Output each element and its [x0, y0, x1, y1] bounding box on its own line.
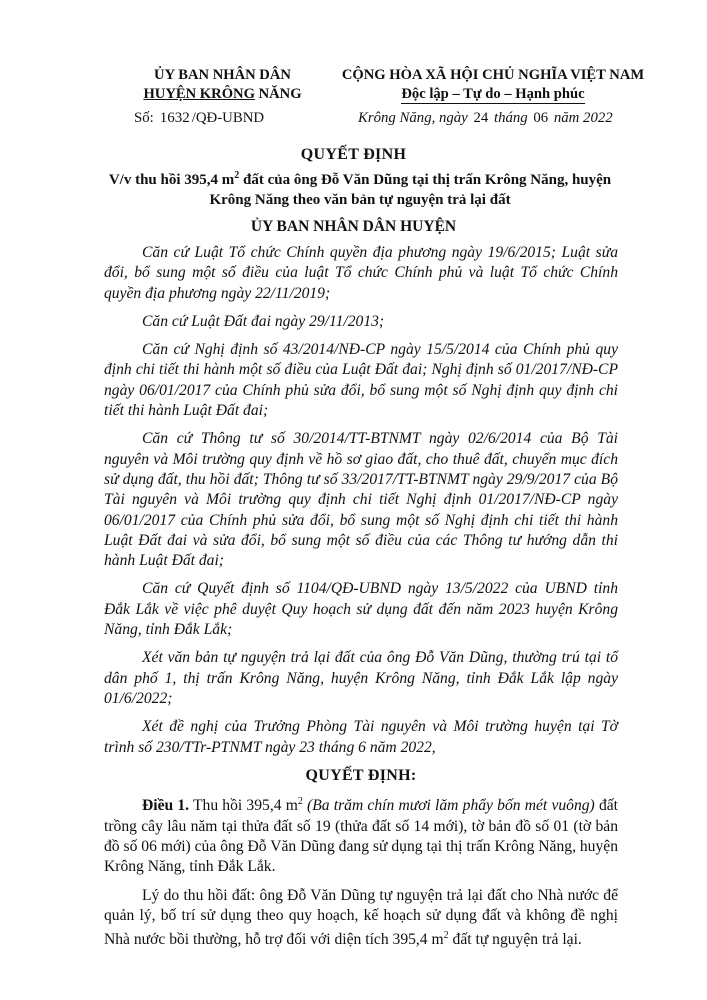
- national-title: CỘNG HÒA XÃ HỘI CHỦ NGHĨA VIỆT NAM: [341, 67, 645, 83]
- legal-basis-3: Căn cứ Nghị định số 43/2014/NĐ-CP ngày 15/5/2014 của Chính phủ quy định chi tiết thi hành một số điều của Luật Đất đai; Nghị định số 01/2017/NĐ-CP ngày 06/01/2017 của Chính phủ sửa đổi, bổ sung một số Nghị định quy định chi tiết thi hành Luật Đất đai;: [104, 341, 618, 420]
- article-1-area-in-words: (Ba trăm chín mươi lăm phẩy bốn mét vuông): [302, 797, 595, 815]
- decision-heading: QUYẾT ĐỊNH:: [305, 766, 417, 784]
- document-body: [104, 243, 618, 959]
- date-year: năm 2022: [553, 110, 613, 126]
- document-number-suffix: /QĐ-UBND: [191, 110, 265, 126]
- document-subject: [90, 166, 630, 210]
- reason-text-a: Lý do thu hồi đất: ông Đỗ Văn Dũng tự nguyện trả lại đất cho Nhà nước để quản lý, bố trí sử dụng theo quy hoạch, kế hoạch sử dụng đất và không đề nghị Nhà nước bồi thường, hỗ trợ đối với diện tích 395,4 m: [104, 886, 618, 949]
- authority-line-2: [120, 85, 325, 104]
- subject-part-2: đất của ông Đỗ Văn Dũng tại thị trấn Krông Năng, huyện Krông Năng theo văn bản tự nguyện trả lại đất: [209, 172, 612, 208]
- article-1-superscript: 2: [297, 796, 303, 808]
- subject-part-1: V/v thu hồi 395,4 m: [108, 172, 235, 188]
- date-month: 06: [533, 110, 549, 126]
- date-day: 24: [473, 110, 489, 126]
- legal-basis-1: Căn cứ Luật Tổ chức Chính quyền địa phương ngày 19/6/2015; Luật sửa đổi, bổ sung một số điều của luật Tổ chức Chính phủ và luật Tổ chức Chính quyền địa phương ngày 22/11/2019;: [104, 244, 618, 302]
- reason-superscript: 2: [443, 930, 449, 942]
- consideration-1: Xét văn bản tự nguyện trả lại đất của ông Đỗ Văn Dũng, thường trú tại tổ dân phố 1, thị trấn Krông Năng, huyện Krông Năng, tỉnh Đắk Lắk lập ngày 01/6/2022;: [104, 649, 618, 707]
- document-number-prefix: Số:: [134, 110, 154, 126]
- legal-basis-2: Căn cứ Luật Đất đai ngày 29/11/2013;: [142, 312, 385, 330]
- reason-paragraph: [104, 886, 618, 951]
- date-place: Krông Năng, ngày: [358, 110, 468, 126]
- authority-line-1: ỦY BAN NHÂN DÂN: [154, 67, 291, 83]
- article-1-label: Điều 1.: [142, 797, 190, 815]
- legal-basis-5: Căn cứ Quyết định số 1104/QĐ-UBND ngày 13/5/2022 của UBND tỉnh Đắk Lắk về việc phê duyệt Quy hoạch sử dụng đất đến năm 2023 huyện Krông Năng, tỉnh Đắk Lắk;: [104, 580, 618, 639]
- document-title: QUYẾT ĐỊNH: [300, 146, 407, 163]
- reason-text-b: đất tự nguyện trả lại.: [448, 931, 582, 949]
- legal-basis-4: Căn cứ Thông tư số 30/2014/TT-BTNMT ngày 02/6/2014 của Bộ Tài nguyên và Môi trường quy định về hồ sơ giao đất, cho thuê đất, chuyển mục đích sử dụng đất, thu hồi đất; Thông tư số 33/2017/TT-BTNMT ngày 29/9/2017 của Bộ Tài nguyên và Môi trường quy định chi tiết Nghị định 01/2017/NĐ-CP ngày 06/01/2017 của Chính phủ sửa đổi, bổ sung một số Nghị định chi tiết thi hành Luật Đất đai và sửa đổi, bổ sung một số điều của các Thông tư hướng dẫn thi hành Luật Đất đai;: [104, 430, 618, 570]
- national-title-block: [328, 66, 658, 104]
- authority-line-2c: NĂNG: [254, 86, 302, 102]
- date-month-label: tháng: [493, 110, 528, 126]
- article-1-text-b: đất trồng cây lâu năm tại thửa đất số 19 (thửa đất số 14 mới), tờ bản đồ số 01 (tờ bản đồ số 06 mới) của ông Đỗ Văn Dũng đang sử dụng tại thị trấn Krông Năng, huyện Krông Năng, tỉnh Đắk Lắk.: [104, 797, 618, 876]
- authority-line-2a: HUYỆN: [143, 86, 200, 102]
- issuing-authority-block: [120, 66, 325, 104]
- authority-line-2b: KRÔNG: [199, 86, 255, 102]
- subject-superscript: 2: [234, 170, 240, 181]
- document-number: [134, 110, 264, 127]
- consideration-2: Xét đề nghị của Trưởng Phòng Tài nguyên và Môi trường huyện tại Tờ trình số 230/TTr-PTNMT ngày 23 tháng 6 năm 2022,: [104, 718, 618, 756]
- national-motto: Độc lập – Tự do – Hạnh phúc: [401, 86, 585, 102]
- article-1-text-a: Thu hồi 395,4 m: [189, 797, 298, 815]
- deciding-authority: ỦY BAN NHÂN DÂN HUYỆN: [250, 218, 457, 235]
- document-number-value: 1632: [159, 110, 190, 126]
- article-1: [104, 792, 618, 877]
- document-date: [358, 110, 613, 127]
